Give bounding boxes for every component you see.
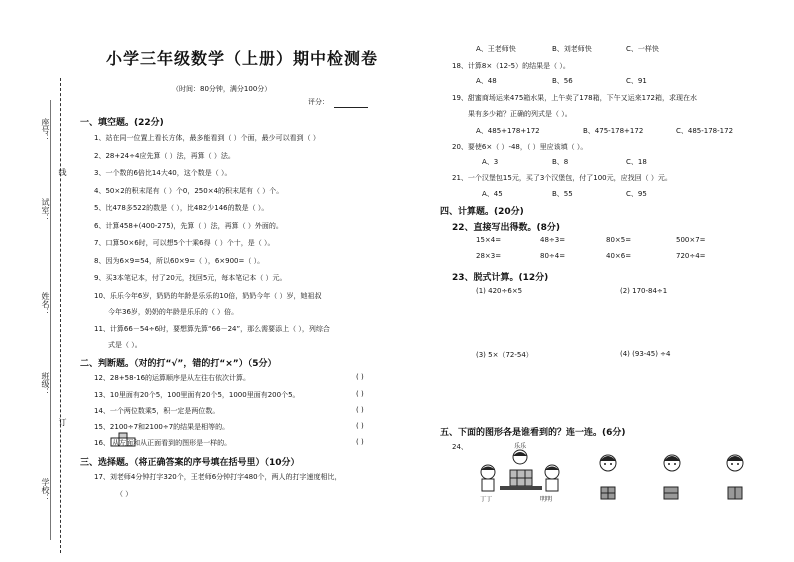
judge-13: 13、10里面有20个5，100里面有20个5，1000里面有200个5。 [94, 391, 300, 399]
question-17: 17、刘老师4分钟打字320个，王老师6分钟打字480个，两人的打字速度相比， [94, 473, 342, 481]
calc-3: (3) 5×（72-54） [476, 351, 533, 359]
page-title: 小学三年级数学（上册）期中检测卷 [106, 49, 379, 68]
oral-item: 28×3= [476, 252, 502, 260]
q19-option-c: C、485-178-172 [676, 127, 734, 135]
side-room-label: 试室： [41, 198, 50, 222]
judge-14: 14、一个两位数乘5，积一定是两位数。 [94, 407, 220, 415]
question-17-blank[interactable]: （ ） [116, 490, 133, 498]
judge-16: 16、 从左面和从正面看到的图形是一样的。 [94, 439, 232, 447]
oral-item: 500×7= [676, 236, 706, 244]
q17-option-c: C、一样快 [626, 45, 659, 53]
oral-item: 48÷3= [540, 236, 566, 244]
calc-1: (1) 420÷6×5 [476, 287, 523, 295]
section-1-heading: 一、填空题。(22分) [80, 118, 164, 128]
side-rule [50, 100, 51, 540]
kid-label-lele: 乐乐 [514, 443, 527, 450]
view-shape-3-icon [727, 486, 743, 500]
oral-item: 15×4= [476, 236, 502, 244]
question-2: 2、28+24÷4应先算（ ）法，再算（ ）法。 [94, 152, 235, 160]
judge-15-blank[interactable]: ( ) [356, 422, 364, 430]
section-2-heading: 二、判断题。（对的打“√”，错的打“×”）（5分） [80, 359, 277, 369]
section-3-heading: 三、选择题。（将正确答案的序号填在括号里）（10分） [80, 458, 300, 468]
q18-option-c: C、91 [626, 77, 647, 85]
q17-option-a: A、王老师快 [476, 45, 516, 53]
children-around-blocks-illustration [470, 448, 580, 498]
section-4-heading: 四、计算题。(20分) [440, 207, 524, 217]
question-8: 8、因为6×9=54，所以60×9=（ ），6×900=（ ）。 [94, 257, 265, 265]
section-5-heading: 五、下面的图形各是谁看到的？连一连。(6分) [440, 428, 626, 438]
q20-option-c: C、18 [626, 158, 647, 166]
question-21: 21、一个汉堡包15元，买了3个汉堡包，付了100元，应找回（ ）元。 [452, 174, 672, 182]
calc-2: (2) 170-84÷1 [620, 287, 668, 295]
q18-option-a: A、48 [476, 77, 497, 85]
question-10-cont: 今年36岁，奶奶的年龄是乐乐的（ ）倍。 [108, 308, 239, 316]
view-shape-2-icon [663, 486, 679, 500]
kid-label-dingding: 丁丁 [480, 496, 493, 503]
calc-4: (4) (93-45) ÷4 [620, 350, 671, 358]
question-4: 4、50×2的积末尾有（ ）个0，250×4的积末尾有（ ）个。 [94, 187, 284, 195]
question-7: 7、口算50×6时，可以想5个十乘6得（ ）个十，是（ ）。 [94, 239, 275, 247]
q21-option-c: C、95 [626, 190, 647, 198]
side-class-label: 班级： [41, 372, 50, 396]
judge-12: 12、28+58-16的运算顺序是从左往右依次计算。 [94, 374, 251, 382]
question-6: 6、计算458+(400-275)，先算（ ）法，再算（ ）外面的。 [94, 222, 283, 230]
question-10: 10、乐乐今年6岁，奶奶的年龄是乐乐的10倍，奶奶今年（ ）岁，她祖叔 [94, 292, 322, 300]
score-label: 评分： [308, 98, 329, 106]
section-4-part-1: 22、直接写出得数。(8分) [452, 223, 561, 233]
question-24: 24、 [452, 443, 468, 451]
question-11: 11、计算66－54÷6时，要想算先算“66－24”，那么需要添上（ ），列综合 [94, 325, 330, 333]
question-11-cont: 式是（ ）。 [108, 341, 142, 349]
face-3-icon [724, 452, 746, 472]
oral-item: 80×5= [606, 236, 632, 244]
side-school-label: 学校： [41, 478, 50, 502]
view-shape-1-icon [600, 486, 616, 500]
question-18: 18、计算8×（12-5）的结果是（ ）。 [452, 62, 570, 70]
score-blank[interactable] [334, 107, 368, 108]
question-19-cont: 果有多少箱？正确的列式是（ ）。 [468, 110, 572, 118]
judge-16-blank[interactable]: ( ) [356, 438, 364, 446]
side-seal-word: 订 [58, 418, 67, 426]
judge-13-blank[interactable]: ( ) [356, 390, 364, 398]
binding-line [60, 78, 61, 553]
question-19: 19、甜蜜商场运来475箱水果，上午卖了178箱，下午又运来172箱，求现在水 [452, 94, 697, 102]
side-id-label: 座号： [41, 118, 50, 142]
q21-option-a: A、45 [482, 190, 503, 198]
judge-15: 15、2100÷7和2100÷7的结果是相等的。 [94, 423, 230, 431]
question-5: 5、比478多522的数是（ ），比482少146的数是（ ）。 [94, 204, 269, 212]
side-name-label: 姓名： [41, 292, 50, 316]
oral-item: 80÷4= [540, 252, 566, 260]
question-9: 9、买3本笔记本，付了20元，找回5元，每本笔记本（ ）元。 [94, 274, 287, 282]
page-subtitle: （时间：80分钟，满分100分） [172, 85, 272, 93]
question-20: 20、要使6×（ ）-48，（ ）里应该填（ ）。 [452, 143, 588, 151]
side-line-word: 线 [58, 168, 67, 176]
q21-option-b: B、55 [552, 190, 573, 198]
judge-12-blank[interactable]: ( ) [356, 373, 364, 381]
question-3: 3、一个数的6倍比14大40，这个数是（ ）。 [94, 169, 232, 177]
question-1: 1、站在同一位置上看长方体，最多能看到（ ）个面，最少可以看到（ ） [94, 134, 320, 142]
oral-item: 40×6= [606, 252, 632, 260]
q20-option-b: B、8 [552, 158, 569, 166]
q20-option-a: A、3 [482, 158, 499, 166]
oral-item: 720÷4= [676, 252, 706, 260]
q17-option-b: B、刘老师快 [552, 45, 592, 53]
section-4-part-2: 23、脱式计算。(12分) [452, 273, 549, 283]
q18-option-b: B、56 [552, 77, 573, 85]
q19-option-b: B、475-178+172 [583, 127, 644, 135]
q19-option-a: A、485+178+172 [476, 127, 540, 135]
face-1-icon [597, 452, 619, 472]
cube-figure-icon [110, 432, 136, 450]
judge-14-blank[interactable]: ( ) [356, 406, 364, 414]
face-2-icon [661, 452, 683, 472]
kid-label-mingming: 明明 [540, 496, 553, 503]
